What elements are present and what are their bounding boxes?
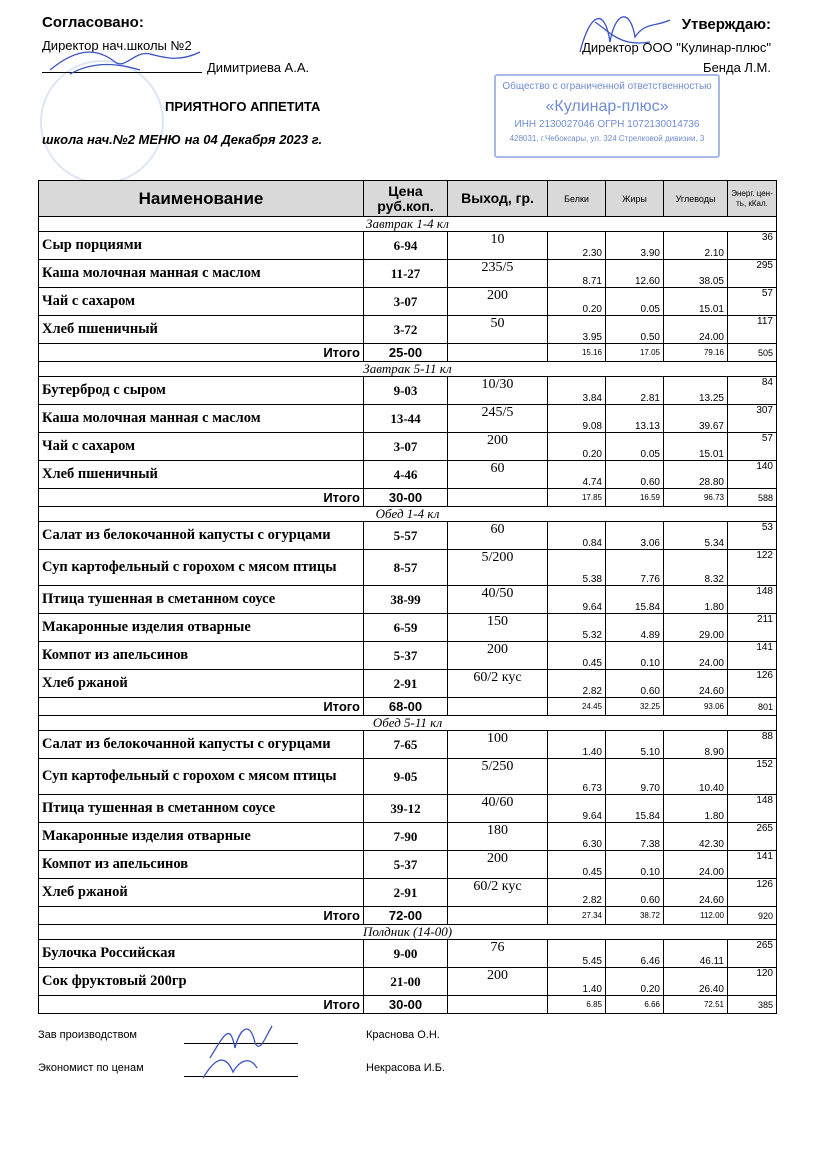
dish-price: 2-91 <box>364 879 448 907</box>
total-fat: 6.66 <box>606 996 664 1014</box>
dish-name: Компот из апельсинов <box>39 851 364 879</box>
dish-energy: 122 <box>728 550 777 586</box>
dish-energy: 141 <box>728 851 777 879</box>
dish-price: 38-99 <box>364 586 448 614</box>
dish-yield: 76 <box>448 940 548 968</box>
total-energy: 801 <box>728 698 777 716</box>
dish-protein: 0.20 <box>548 433 606 461</box>
dish-energy: 307 <box>728 405 777 433</box>
dish-fat: 0.05 <box>606 288 664 316</box>
dish-yield: 200 <box>448 433 548 461</box>
dish-fat: 9.70 <box>606 759 664 795</box>
total-protein: 6.85 <box>548 996 606 1014</box>
table-row <box>39 288 777 316</box>
dish-yield: 200 <box>448 851 548 879</box>
dish-energy: 57 <box>728 288 777 316</box>
dish-yield: 10/30 <box>448 377 548 405</box>
dish-fat: 12.60 <box>606 260 664 288</box>
total-protein: 17.85 <box>548 489 606 507</box>
total-protein: 24.45 <box>548 698 606 716</box>
table-row <box>39 879 777 907</box>
dish-fat: 0.10 <box>606 642 664 670</box>
table-row <box>39 614 777 642</box>
col-header-yield: Выход, гр. <box>448 181 548 217</box>
dish-energy: 148 <box>728 586 777 614</box>
total-fat: 17.05 <box>606 344 664 362</box>
dish-fat: 7.38 <box>606 823 664 851</box>
dish-name: Каша молочная манная с маслом <box>39 260 364 288</box>
dish-protein: 5.45 <box>548 940 606 968</box>
dish-protein: 3.95 <box>548 316 606 344</box>
dish-carbs: 24.00 <box>664 642 728 670</box>
dish-price: 6-59 <box>364 614 448 642</box>
dish-price: 5-37 <box>364 642 448 670</box>
dish-carbs: 28.80 <box>664 461 728 489</box>
table-row <box>39 232 777 260</box>
dish-name: Каша молочная манная с маслом <box>39 405 364 433</box>
dish-price: 3-07 <box>364 288 448 316</box>
approval-right-role: Директор ООО "Кулинар-плюс" <box>582 40 771 55</box>
dish-price: 9-05 <box>364 759 448 795</box>
dish-fat: 0.60 <box>606 670 664 698</box>
dish-fat: 13.13 <box>606 405 664 433</box>
dish-protein: 2.82 <box>548 879 606 907</box>
stamp-line1: Общество с ограниченной ответственностью <box>502 81 712 92</box>
dish-energy: 53 <box>728 522 777 550</box>
table-row <box>39 316 777 344</box>
dish-protein: 8.71 <box>548 260 606 288</box>
section-row <box>39 362 777 377</box>
dish-yield: 200 <box>448 288 548 316</box>
total-price: 25-00 <box>364 344 448 362</box>
dish-energy: 84 <box>728 377 777 405</box>
dish-protein: 0.45 <box>548 642 606 670</box>
dish-name: Хлеб ржаной <box>39 879 364 907</box>
company-stamp <box>494 74 720 158</box>
dish-price: 13-44 <box>364 405 448 433</box>
approval-left-name: Димитриева А.А. <box>207 60 310 75</box>
dish-name: Салат из белокочанной капусты с огурцами <box>39 522 364 550</box>
total-fat: 32.25 <box>606 698 664 716</box>
total-energy: 920 <box>728 907 777 925</box>
total-yield-empty <box>448 344 548 362</box>
dish-protein: 2.30 <box>548 232 606 260</box>
dish-name: Чай с сахаром <box>39 433 364 461</box>
dish-fat: 3.90 <box>606 232 664 260</box>
dish-energy: 126 <box>728 879 777 907</box>
dish-protein: 4.74 <box>548 461 606 489</box>
stamp-line3: 428031, г.Чебоксары, ул. 324 Стрелковой дивизии, 3 <box>509 134 705 143</box>
dish-yield: 60/2 кус <box>448 670 548 698</box>
table-row <box>39 940 777 968</box>
greeting: ПРИЯТНОГО АППЕТИТА <box>165 99 321 114</box>
dish-energy: 126 <box>728 670 777 698</box>
dish-name: Макаронные изделия отварные <box>39 823 364 851</box>
dish-carbs: 24.60 <box>664 879 728 907</box>
dish-yield: 150 <box>448 614 548 642</box>
dish-yield: 245/5 <box>448 405 548 433</box>
dish-price: 5-37 <box>364 851 448 879</box>
table-row <box>39 642 777 670</box>
dish-energy: 88 <box>728 731 777 759</box>
total-carbs: 72.51 <box>664 996 728 1014</box>
dish-yield: 235/5 <box>448 260 548 288</box>
dish-price: 3-07 <box>364 433 448 461</box>
dish-carbs: 42.30 <box>664 823 728 851</box>
dish-carbs: 2.10 <box>664 232 728 260</box>
section-title: Обед 5-11 кл <box>39 716 777 731</box>
dish-energy: 152 <box>728 759 777 795</box>
dish-carbs: 24.60 <box>664 670 728 698</box>
dish-name: Суп картофельный с горохом с мясом птицы <box>39 759 364 795</box>
dish-carbs: 38.05 <box>664 260 728 288</box>
total-carbs: 112.00 <box>664 907 728 925</box>
dish-price: 9-00 <box>364 940 448 968</box>
dish-yield: 40/60 <box>448 795 548 823</box>
dish-price: 7-65 <box>364 731 448 759</box>
dish-name: Хлеб пшеничный <box>39 461 364 489</box>
table-row <box>39 461 777 489</box>
dish-carbs: 8.90 <box>664 731 728 759</box>
dish-yield: 200 <box>448 968 548 996</box>
table-row <box>39 851 777 879</box>
dish-energy: 117 <box>728 316 777 344</box>
dish-yield: 200 <box>448 642 548 670</box>
dish-energy: 295 <box>728 260 777 288</box>
total-label: Итого <box>39 489 364 507</box>
dish-price: 39-12 <box>364 795 448 823</box>
dish-carbs: 8.32 <box>664 550 728 586</box>
dish-carbs: 1.80 <box>664 795 728 823</box>
dish-protein: 0.45 <box>548 851 606 879</box>
table-row <box>39 377 777 405</box>
dish-price: 8-57 <box>364 550 448 586</box>
dish-energy: 211 <box>728 614 777 642</box>
dish-carbs: 26.40 <box>664 968 728 996</box>
table-row <box>39 759 777 795</box>
dish-carbs: 15.01 <box>664 433 728 461</box>
total-row <box>39 996 777 1014</box>
dish-energy: 36 <box>728 232 777 260</box>
section-title: Завтрак 1-4 кл <box>39 217 777 232</box>
dish-protein: 0.20 <box>548 288 606 316</box>
dish-yield: 100 <box>448 731 548 759</box>
dish-price: 5-57 <box>364 522 448 550</box>
dish-protein: 2.82 <box>548 670 606 698</box>
dish-protein: 0.84 <box>548 522 606 550</box>
dish-price: 4-46 <box>364 461 448 489</box>
col-header-carbs: Углеводы <box>664 181 728 217</box>
dish-protein: 5.32 <box>548 614 606 642</box>
total-label: Итого <box>39 344 364 362</box>
dish-yield: 60 <box>448 461 548 489</box>
section-row <box>39 716 777 731</box>
table-row <box>39 670 777 698</box>
dish-protein: 1.40 <box>548 968 606 996</box>
table-row <box>39 433 777 461</box>
dish-carbs: 1.80 <box>664 586 728 614</box>
dish-price: 3-72 <box>364 316 448 344</box>
dish-protein: 6.73 <box>548 759 606 795</box>
dish-name: Бутерброд с сыром <box>39 377 364 405</box>
total-yield-empty <box>448 996 548 1014</box>
dish-fat: 0.05 <box>606 433 664 461</box>
dish-price: 7-90 <box>364 823 448 851</box>
table-row <box>39 405 777 433</box>
dish-fat: 5.10 <box>606 731 664 759</box>
dish-carbs: 46.11 <box>664 940 728 968</box>
dish-yield: 5/200 <box>448 550 548 586</box>
dish-yield: 60 <box>448 522 548 550</box>
dish-carbs: 29.00 <box>664 614 728 642</box>
dish-protein: 9.08 <box>548 405 606 433</box>
table-row <box>39 522 777 550</box>
total-carbs: 96.73 <box>664 489 728 507</box>
section-title: Обед 1-4 кл <box>39 507 777 522</box>
dish-energy: 141 <box>728 642 777 670</box>
dish-name: Макаронные изделия отварные <box>39 614 364 642</box>
approval-right-title: Утверждаю: <box>681 16 771 33</box>
dish-fat: 7.76 <box>606 550 664 586</box>
section-row <box>39 507 777 522</box>
section-row <box>39 217 777 232</box>
dish-protein: 1.40 <box>548 731 606 759</box>
dish-yield: 40/50 <box>448 586 548 614</box>
dish-carbs: 24.00 <box>664 851 728 879</box>
footer-name-economist: Некрасова И.Б. <box>366 1062 445 1074</box>
table-row <box>39 823 777 851</box>
total-price: 30-00 <box>364 996 448 1014</box>
total-yield-empty <box>448 489 548 507</box>
dish-name: Сыр порциями <box>39 232 364 260</box>
dish-fat: 0.60 <box>606 461 664 489</box>
dish-fat: 4.89 <box>606 614 664 642</box>
dish-protein: 3.84 <box>548 377 606 405</box>
dish-fat: 0.10 <box>606 851 664 879</box>
menu-title: школа нач.№2 МЕНЮ на 04 Декабря 2023 г. <box>42 132 323 147</box>
total-protein: 15.16 <box>548 344 606 362</box>
dish-name: Компот из апельсинов <box>39 642 364 670</box>
dish-name: Сок фруктовый 200гр <box>39 968 364 996</box>
total-protein: 27.34 <box>548 907 606 925</box>
dish-yield: 10 <box>448 232 548 260</box>
dish-carbs: 5.34 <box>664 522 728 550</box>
total-label: Итого <box>39 698 364 716</box>
table-row <box>39 586 777 614</box>
dish-name: Птица тушенная в сметанном соусе <box>39 795 364 823</box>
footer-name-production: Краснова О.Н. <box>366 1029 440 1041</box>
dish-fat: 0.60 <box>606 879 664 907</box>
footer-label-economist: Экономист по ценам <box>38 1062 144 1074</box>
dish-fat: 2.81 <box>606 377 664 405</box>
dish-protein: 5.38 <box>548 550 606 586</box>
dish-carbs: 15.01 <box>664 288 728 316</box>
total-carbs: 93.06 <box>664 698 728 716</box>
dish-price: 6-94 <box>364 232 448 260</box>
table-row <box>39 795 777 823</box>
dish-price: 11-27 <box>364 260 448 288</box>
dish-name: Салат из белокочанной капусты с огурцами <box>39 731 364 759</box>
dish-carbs: 39.67 <box>664 405 728 433</box>
signature-right <box>560 2 680 62</box>
dish-energy: 120 <box>728 968 777 996</box>
total-energy: 385 <box>728 996 777 1014</box>
total-energy: 588 <box>728 489 777 507</box>
total-label: Итого <box>39 996 364 1014</box>
signature-economist <box>195 1048 265 1084</box>
approval-left-title: Согласовано: <box>42 14 144 31</box>
total-fat: 16.59 <box>606 489 664 507</box>
total-row <box>39 344 777 362</box>
dish-fat: 0.50 <box>606 316 664 344</box>
dish-name: Хлеб ржаной <box>39 670 364 698</box>
total-carbs: 79.16 <box>664 344 728 362</box>
dish-fat: 0.20 <box>606 968 664 996</box>
section-row <box>39 925 777 940</box>
dish-protein: 6.30 <box>548 823 606 851</box>
table-row <box>39 731 777 759</box>
dish-name: Суп картофельный с горохом с мясом птицы <box>39 550 364 586</box>
stamp-line2: ИНН 2130027046 ОГРН 1072130014736 <box>514 119 700 130</box>
section-title: Полдник (14-00) <box>39 925 777 940</box>
total-row <box>39 907 777 925</box>
dish-energy: 265 <box>728 823 777 851</box>
dish-yield: 60/2 кус <box>448 879 548 907</box>
dish-name: Хлеб пшеничный <box>39 316 364 344</box>
dish-energy: 140 <box>728 461 777 489</box>
dish-name: Булочка Российская <box>39 940 364 968</box>
total-energy: 505 <box>728 344 777 362</box>
dish-energy: 148 <box>728 795 777 823</box>
dish-energy: 57 <box>728 433 777 461</box>
dish-price: 21-00 <box>364 968 448 996</box>
table-row <box>39 968 777 996</box>
footer-label-production: Зав производством <box>38 1029 137 1041</box>
dish-fat: 6.46 <box>606 940 664 968</box>
total-fat: 38.72 <box>606 907 664 925</box>
col-header-energy: Энерг. цен-ть, кКал. <box>728 181 777 217</box>
dish-fat: 3.06 <box>606 522 664 550</box>
signature-left <box>40 40 210 80</box>
dish-protein: 9.64 <box>548 795 606 823</box>
total-yield-empty <box>448 698 548 716</box>
total-row <box>39 698 777 716</box>
dish-carbs: 10.40 <box>664 759 728 795</box>
total-price: 68-00 <box>364 698 448 716</box>
total-row <box>39 489 777 507</box>
table-row <box>39 260 777 288</box>
col-header-name: Наименование <box>39 181 364 217</box>
dish-carbs: 13.25 <box>664 377 728 405</box>
approval-left-role: Директор нач.школы №2 <box>42 38 192 53</box>
dish-price: 2-91 <box>364 670 448 698</box>
col-header-fat: Жиры <box>606 181 664 217</box>
dish-price: 9-03 <box>364 377 448 405</box>
dish-yield: 50 <box>448 316 548 344</box>
dish-fat: 15.84 <box>606 795 664 823</box>
dish-yield: 5/250 <box>448 759 548 795</box>
dish-name: Чай с сахаром <box>39 288 364 316</box>
approval-right-name: Бенда Л.М. <box>703 60 771 75</box>
table-header-row <box>39 181 777 217</box>
col-header-protein: Белки <box>548 181 606 217</box>
total-label: Итого <box>39 907 364 925</box>
total-price: 30-00 <box>364 489 448 507</box>
menu-table <box>38 180 777 1014</box>
dish-carbs: 24.00 <box>664 316 728 344</box>
dish-protein: 9.64 <box>548 586 606 614</box>
dish-fat: 15.84 <box>606 586 664 614</box>
total-price: 72-00 <box>364 907 448 925</box>
col-header-price: Цена руб.коп. <box>364 181 448 217</box>
stamp-company-name: «Кулинар-плюс» <box>545 98 669 115</box>
total-yield-empty <box>448 907 548 925</box>
dish-name: Птица тушенная в сметанном соусе <box>39 586 364 614</box>
table-row <box>39 550 777 586</box>
section-title: Завтрак 5-11 кл <box>39 362 777 377</box>
dish-yield: 180 <box>448 823 548 851</box>
dish-energy: 265 <box>728 940 777 968</box>
